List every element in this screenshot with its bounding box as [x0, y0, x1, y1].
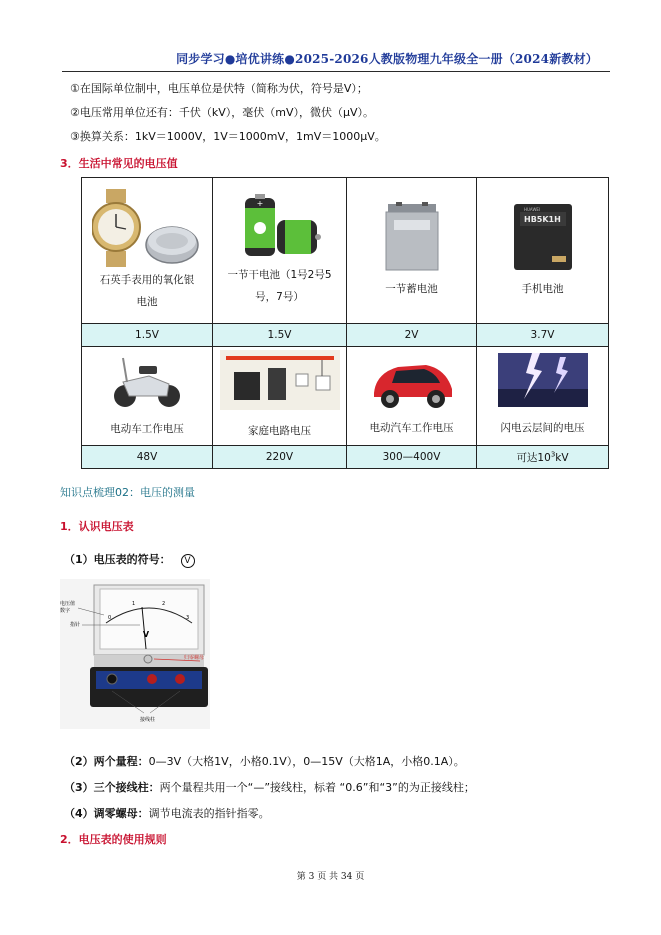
lightning-icon — [498, 353, 588, 407]
dial-unit-label: V — [142, 630, 150, 639]
home-circuit-label: 家庭电路电压 — [248, 425, 311, 437]
item-3-text: 两个量程共用一个“—”接线柱，标着 “0.6”和“3”的为正接线柱； — [159, 781, 475, 794]
voltmeter-symbol-icon: V — [181, 554, 195, 568]
section-2-title: 2．电压表的使用规则 — [60, 833, 167, 846]
cell-watch-battery — [82, 178, 213, 324]
voltmeter-photo — [60, 579, 210, 729]
electric-car-icon — [366, 353, 458, 411]
item-2-row — [64, 755, 465, 769]
label-digit-a: 电压值 — [60, 601, 76, 607]
section-1-title: 1．认识电压表 — [60, 520, 134, 533]
lightning-value-exponent: 3 — [550, 450, 556, 458]
lightning-label: 闪电云层间的电压 — [500, 422, 585, 434]
label-zero-screw: 归零螺母 — [184, 655, 205, 661]
header-divider — [62, 71, 610, 72]
item-4-label: （4）调零螺母： — [64, 807, 149, 820]
ebike-label: 电动车工作电压 — [110, 423, 184, 435]
item-2-text: 0—3V（大格1V，小格0.1V），0—15V（大格1A，小格0.1A）。 — [148, 755, 465, 768]
page-number-footer: 第 3 页 共 34 页 — [296, 872, 365, 882]
section-3-title: 3．生活中常见的电压值 — [60, 157, 178, 170]
value-lightning — [477, 446, 609, 469]
dry-battery-icon — [235, 194, 325, 264]
value-dry-battery: 1.5V — [213, 324, 347, 347]
ev-label: 电动汽车工作电压 — [369, 422, 454, 434]
item-4-row — [64, 807, 270, 821]
dry-battery-label-a: 一节干电池（1号2号5 — [227, 268, 332, 281]
voltage-values-table — [81, 177, 609, 469]
scale-tick-1: 1 — [132, 601, 136, 607]
scale-tick-3: 3 — [186, 615, 190, 621]
svg-text:+: + — [256, 198, 263, 208]
lightning-value-prefix: 可达10 — [516, 451, 551, 464]
knowledge-point-title: 知识点梳理02：电压的测量 — [60, 486, 195, 499]
value-lead-battery: 2V — [347, 324, 477, 347]
quartz-watch-icon — [92, 189, 202, 269]
phone-battery-icon — [508, 202, 578, 272]
label-terminal: 接线柱 — [140, 717, 156, 723]
voltmeter-symbol-row — [64, 553, 195, 568]
cell-lead-battery — [347, 178, 477, 324]
item-3-label: （3）三个接线柱： — [64, 781, 160, 794]
label-digit-b: 数字 — [60, 608, 71, 614]
value-home-circuit: 220V — [213, 446, 347, 469]
phone-battery-brand: HUAWEI — [523, 206, 540, 212]
value-ebike: 48V — [82, 446, 213, 469]
lightning-value-unit: kV — [555, 451, 569, 464]
cell-ev — [347, 347, 477, 446]
item-3-row — [64, 781, 475, 795]
cell-home-circuit — [213, 347, 347, 446]
unit-line-3: ③换算关系：1kV＝1000V，1V＝1000mV，1mV＝1000μV。 — [70, 130, 386, 143]
value-watch-battery: 1.5V — [82, 324, 213, 347]
scale-tick-2: 2 — [162, 601, 166, 607]
cell-dry-battery — [213, 178, 347, 324]
unit-line-1: ①在国际单位制中，电压单位是伏特（简称为伏，符号是V）； — [70, 82, 368, 95]
item-4-text: 调节电流表的指针指零。 — [148, 807, 270, 820]
value-ev: 300—400V — [347, 446, 477, 469]
watch-battery-label-a: 石英手表用的氧化银 — [99, 273, 195, 286]
lead-battery-label: 一节蓄电池 — [385, 282, 438, 295]
cell-phone-battery — [477, 178, 609, 324]
voltmeter-symbol-label: （1）电压表的符号： — [64, 553, 171, 566]
watch-battery-label-b: 电池 — [136, 295, 158, 308]
home-circuit-icon — [220, 350, 340, 410]
electric-scooter-icon — [109, 352, 185, 410]
value-phone-battery: 3.7V — [477, 324, 609, 347]
cell-lightning — [477, 347, 609, 446]
scale-tick-0: 0 — [108, 615, 112, 621]
dry-battery-label-b: 号，7号） — [255, 290, 304, 303]
label-pointer: 指针 — [70, 622, 81, 628]
item-2-label: （2）两个量程： — [64, 755, 149, 768]
lead-acid-battery-icon — [382, 202, 442, 272]
unit-line-2: ②电压常用单位还有：千伏（kV），毫伏（mV），微伏（μV）。 — [70, 106, 375, 119]
page-header-title: 同步学习●培优讲练●2025-2026人教版物理九年级全一册（2024新教材） — [176, 52, 598, 66]
phone-battery-label: 手机电池 — [521, 282, 564, 295]
phone-battery-model: HB5K1H — [523, 214, 561, 224]
cell-ebike — [82, 347, 213, 446]
